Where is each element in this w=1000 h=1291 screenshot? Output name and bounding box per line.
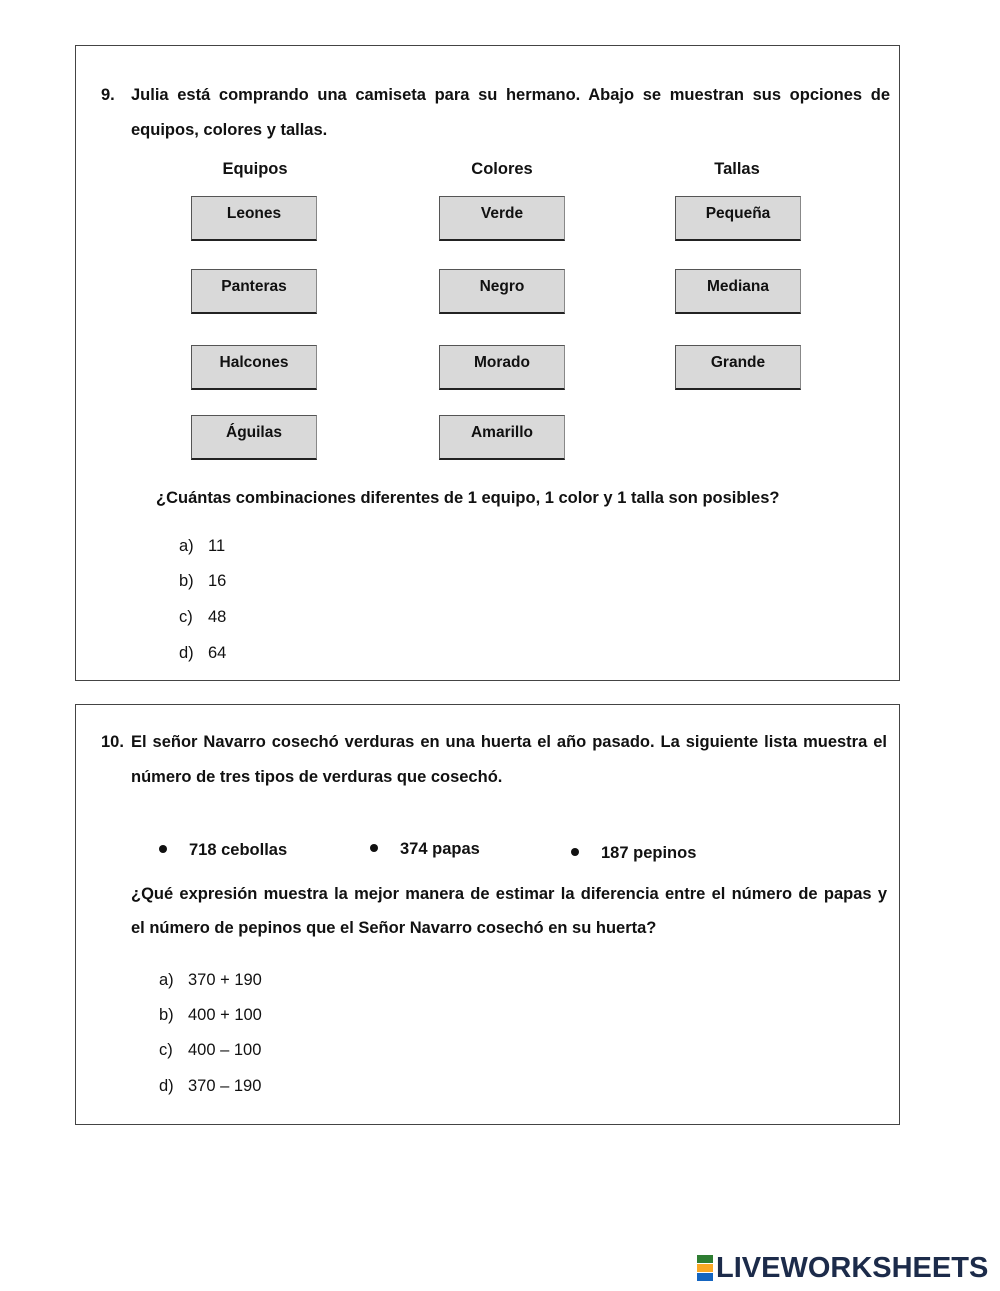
question-10-number: 10.	[101, 733, 124, 751]
answer-choice-10d[interactable]	[159, 1077, 261, 1096]
option-color[interactable]: Morado	[439, 345, 565, 390]
bullet-icon	[571, 848, 579, 856]
bullet-text: 374 papas	[400, 840, 480, 858]
answer-choice-9b[interactable]	[179, 572, 226, 591]
option-talla[interactable]: Pequeña	[675, 196, 801, 241]
option-talla[interactable]: Grande	[675, 345, 801, 390]
answer-choice-10b[interactable]	[159, 1006, 262, 1025]
choice-text: 16	[208, 572, 227, 590]
answer-choice-10c[interactable]	[159, 1041, 261, 1060]
bullet-item	[159, 841, 287, 860]
choice-label: c)	[179, 608, 193, 626]
header-tallas: Tallas	[714, 160, 760, 178]
bullet-text: 718 cebollas	[189, 841, 288, 859]
logo-block	[697, 1255, 713, 1263]
choice-text: 370 – 190	[188, 1077, 262, 1095]
bullet-item	[571, 844, 696, 863]
question-9-text-line1: Julia está comprando una camiseta para su hermano. Abajo se muestran sus opciones de	[131, 86, 890, 104]
bullet-icon	[370, 844, 378, 852]
option-equipo[interactable]: Panteras	[191, 269, 317, 314]
option-talla[interactable]: Mediana	[675, 269, 801, 314]
choice-text: 370 + 190	[188, 971, 262, 989]
option-color[interactable]: Amarillo	[439, 415, 565, 460]
option-equipo[interactable]: Águilas	[191, 415, 317, 460]
choice-text: 11	[208, 537, 226, 555]
option-color[interactable]: Verde	[439, 196, 565, 241]
question-10-prompt-line1: ¿Qué expresión muestra la mejor manera de estimar la diferencia entre el número de papas y	[131, 885, 887, 903]
question-10-text-line1: El señor Navarro cosechó verduras en una huerta el año pasado. La siguiente lista muestra el	[131, 733, 887, 751]
choice-text: 400 + 100	[188, 1006, 262, 1024]
header-equipos: Equipos	[222, 160, 288, 178]
question-10-text-line2: número de tres tipos de verduras que cosechó.	[131, 768, 503, 786]
answer-choice-10a[interactable]	[159, 971, 262, 990]
option-equipo[interactable]: Halcones	[191, 345, 317, 390]
answer-choice-9a[interactable]	[179, 537, 225, 556]
answer-choice-9c[interactable]	[179, 608, 226, 627]
choice-label: d)	[159, 1077, 174, 1095]
question-9-prompt: ¿Cuántas combinaciones diferentes de 1 equipo, 1 color y 1 talla son posibles?	[156, 489, 780, 507]
option-equipo[interactable]: Leones	[191, 196, 317, 241]
choice-label: d)	[179, 644, 194, 662]
bullet-item	[370, 840, 480, 859]
choice-text: 48	[208, 608, 227, 626]
question-9-number: 9.	[101, 86, 115, 104]
logo-block	[697, 1273, 713, 1281]
choice-text: 400 – 100	[188, 1041, 262, 1059]
choice-label: a)	[179, 537, 194, 555]
option-color[interactable]: Negro	[439, 269, 565, 314]
choice-text: 64	[208, 644, 227, 662]
choice-label: b)	[179, 572, 194, 590]
logo-icon	[697, 1255, 713, 1281]
answer-choice-9d[interactable]	[179, 644, 226, 663]
choice-label: c)	[159, 1041, 173, 1059]
bullet-icon	[159, 845, 167, 853]
logo-block	[697, 1264, 713, 1272]
question-10-prompt-line2: el número de pepinos que el Señor Navarro cosechó en su huerta?	[131, 919, 657, 937]
choice-label: a)	[159, 971, 174, 989]
brand-name: LIVEWORKSHEETS	[716, 1251, 989, 1284]
header-colores: Colores	[471, 160, 533, 178]
liveworksheets-logo	[697, 1252, 988, 1284]
choice-label: b)	[159, 1006, 174, 1024]
bullet-text: 187 pepinos	[601, 844, 697, 862]
question-9-text-line2: equipos, colores y tallas.	[131, 121, 328, 139]
